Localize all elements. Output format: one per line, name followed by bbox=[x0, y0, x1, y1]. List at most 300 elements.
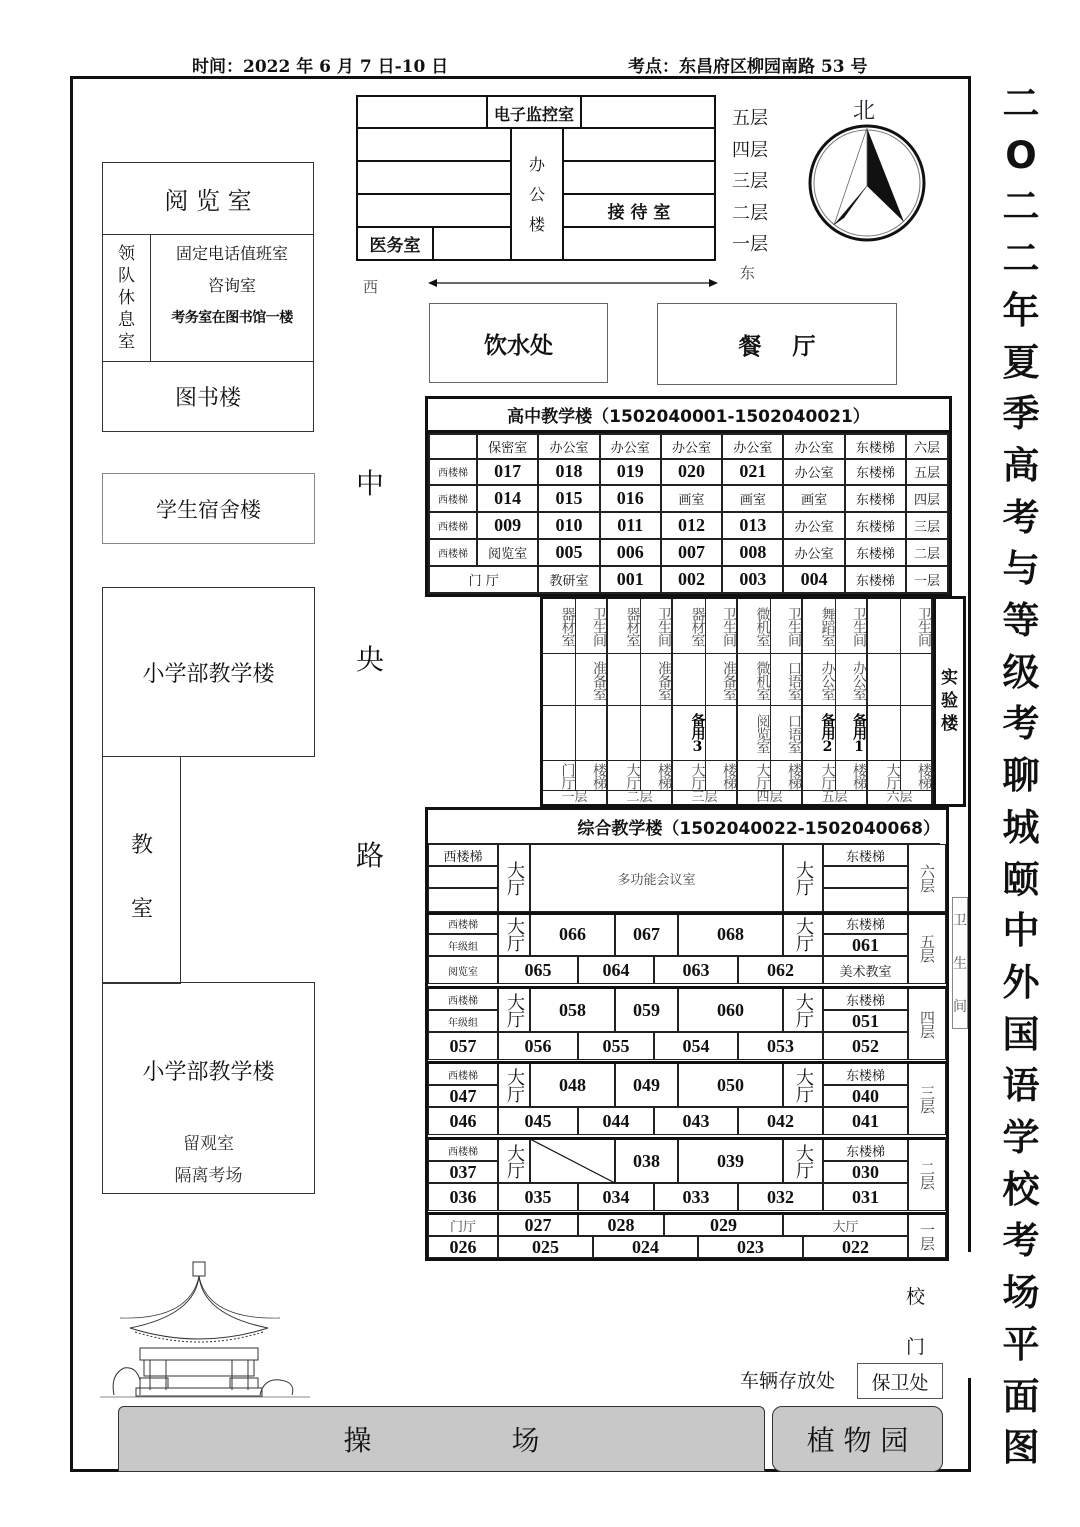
exam-room: 065 bbox=[498, 956, 578, 984]
lab-building-label bbox=[933, 599, 963, 804]
exam-room: 008 bbox=[722, 539, 783, 566]
primary-school-building-2 bbox=[102, 982, 315, 1194]
title-char: 高 bbox=[1002, 443, 1040, 487]
lobby: 门厅 bbox=[428, 1214, 498, 1236]
table-row bbox=[429, 485, 948, 512]
lab-room: 大厅 bbox=[738, 761, 771, 791]
exam-room: 007 bbox=[661, 539, 722, 566]
floor-divider bbox=[428, 1061, 946, 1064]
lab-room: 楼梯 bbox=[641, 761, 674, 791]
room-cell: 东楼梯 bbox=[845, 512, 906, 539]
east-stair: 东楼梯 bbox=[823, 912, 908, 934]
exam-room: 055 bbox=[578, 1032, 654, 1060]
exam-room: 002 bbox=[661, 566, 722, 593]
lab-room: 卫生间 bbox=[706, 599, 739, 654]
medical-room: 医务室 bbox=[358, 228, 434, 259]
exam-room: 033 bbox=[654, 1183, 738, 1211]
lab-floor-label: 一层 bbox=[543, 791, 608, 804]
frame-right-edge bbox=[968, 76, 971, 1252]
lab-room: 舞蹈室 bbox=[803, 599, 836, 654]
exam-room: 068 bbox=[678, 912, 783, 956]
floor-label: 五层 bbox=[908, 912, 946, 984]
classroom-char: 教 bbox=[130, 833, 153, 858]
observation-room: 留观室 bbox=[183, 1134, 234, 1154]
floor-label: 二层 bbox=[908, 1139, 946, 1211]
lab-room: 备用1 bbox=[836, 706, 869, 761]
title-char: 中 bbox=[1002, 909, 1040, 953]
exam-room: 048 bbox=[530, 1063, 615, 1107]
exam-room: 015 bbox=[538, 485, 599, 512]
exam-room: 059 bbox=[615, 988, 678, 1032]
room-cell: 一层 bbox=[906, 566, 948, 593]
room-cell: 门 厅 bbox=[429, 566, 538, 593]
lab-room: 大厅 bbox=[803, 761, 836, 791]
lab-room bbox=[868, 599, 901, 654]
hall: 大厅 bbox=[783, 912, 823, 956]
playground: 操 场 bbox=[118, 1406, 765, 1472]
reading-room: 阅 览 室 bbox=[103, 163, 313, 235]
leader-rest-char: 休 bbox=[118, 288, 135, 308]
diagonal-mark bbox=[530, 1139, 615, 1183]
office-label-char: 办 bbox=[528, 155, 545, 174]
exam-room: 006 bbox=[600, 539, 661, 566]
duty-room: 固定电话值班室 bbox=[175, 244, 288, 263]
title-char: 考 bbox=[1002, 1219, 1040, 1263]
room-cell: 东楼梯 bbox=[845, 485, 906, 512]
floor-label: 一层 bbox=[908, 1214, 946, 1258]
lab-label-char: 楼 bbox=[941, 714, 958, 734]
lab-room: 楼梯 bbox=[771, 761, 804, 791]
exam-room: 028 bbox=[578, 1214, 664, 1236]
lab-room: 器材室 bbox=[608, 599, 641, 654]
lab-room: 阅览室 bbox=[738, 706, 771, 761]
leader-rest-char: 室 bbox=[118, 332, 135, 352]
exam-location: 考点：东昌府区柳园南路 53 号 bbox=[628, 57, 868, 77]
leader-rest-char: 息 bbox=[118, 310, 135, 330]
office-floor-labels bbox=[732, 103, 768, 261]
exam-room: 047 bbox=[428, 1085, 498, 1107]
exam-room: 056 bbox=[498, 1032, 578, 1060]
title-char: 考 bbox=[1002, 495, 1040, 539]
exam-room: 066 bbox=[530, 912, 615, 956]
room-cell: 西楼梯 bbox=[429, 485, 477, 512]
exam-room: 021 bbox=[722, 459, 783, 486]
canteen: 餐 厅 bbox=[657, 303, 897, 385]
room-cell: 办公室 bbox=[600, 434, 661, 459]
east-stair: 东楼梯 bbox=[823, 844, 908, 866]
reading-room: 阅览室 bbox=[428, 956, 498, 984]
east-stair: 东楼梯 bbox=[823, 988, 908, 1010]
title-char: 图 bbox=[1002, 1426, 1040, 1470]
lab-room: 办公室 bbox=[803, 654, 836, 706]
parking-area: 车辆存放处 bbox=[740, 1370, 836, 1392]
hall: 大厅 bbox=[783, 1139, 823, 1183]
exam-room: 010 bbox=[538, 512, 599, 539]
exam-room: 063 bbox=[654, 956, 738, 984]
exam-room: 050 bbox=[678, 1063, 783, 1107]
page-title bbox=[995, 78, 1047, 1474]
floor-divider bbox=[428, 912, 946, 915]
hall: 大厅 bbox=[498, 1139, 530, 1183]
title-char: 校 bbox=[1002, 1167, 1040, 1211]
exam-room: 043 bbox=[654, 1107, 738, 1135]
consult-room: 咨询室 bbox=[207, 276, 256, 295]
title-char: 考 bbox=[1002, 702, 1040, 746]
room-cell bbox=[823, 888, 908, 912]
hall: 大厅 bbox=[783, 844, 823, 912]
lab-room: 准备室 bbox=[706, 654, 739, 706]
title-char: 平 bbox=[1002, 1322, 1040, 1366]
lab-room: 楼梯 bbox=[836, 761, 869, 791]
exam-room: 054 bbox=[654, 1032, 738, 1060]
toilet-annex bbox=[952, 897, 968, 1029]
exam-room: 016 bbox=[600, 485, 661, 512]
primary-building-label: 小学部教学楼 bbox=[142, 1060, 275, 1085]
hall: 大厅 bbox=[498, 1063, 530, 1107]
lab-room bbox=[868, 706, 901, 761]
table-row bbox=[429, 539, 948, 566]
primary-school-building: 小学部教学楼 bbox=[102, 587, 315, 757]
room-cell: 三层 bbox=[906, 512, 948, 539]
exam-room: 005 bbox=[538, 539, 599, 566]
classroom-building bbox=[102, 756, 181, 984]
room-cell bbox=[429, 434, 477, 459]
comprehensive-title: 综合教学楼（1502040022-1502040068） bbox=[428, 810, 940, 844]
lab-label-char: 实 bbox=[941, 668, 958, 688]
lab-room bbox=[608, 654, 641, 706]
exam-room: 024 bbox=[593, 1236, 698, 1258]
office-building-label bbox=[510, 129, 564, 261]
hall: 大厅 bbox=[783, 1063, 823, 1107]
exam-room: 045 bbox=[498, 1107, 578, 1135]
lab-room bbox=[901, 706, 934, 761]
isolation-exam-room: 隔离考场 bbox=[174, 1166, 243, 1186]
exam-room: 049 bbox=[615, 1063, 678, 1107]
hall: 大厅 bbox=[783, 1214, 908, 1236]
exam-room: 027 bbox=[498, 1214, 578, 1236]
lab-room: 卫生间 bbox=[836, 599, 869, 654]
lab-room bbox=[608, 706, 641, 761]
classroom-char: 室 bbox=[130, 897, 153, 922]
floor-label: 四层 bbox=[908, 988, 946, 1060]
exam-room: 051 bbox=[823, 1010, 908, 1032]
lab-room: 微机室 bbox=[738, 654, 771, 706]
exam-room: 020 bbox=[661, 459, 722, 486]
hall: 大厅 bbox=[783, 988, 823, 1032]
floor-label: 六层 bbox=[908, 844, 946, 912]
lab-room: 备用3 bbox=[673, 706, 706, 761]
exam-room: 031 bbox=[823, 1183, 908, 1211]
exam-room: 046 bbox=[428, 1107, 498, 1135]
title-char: 季 bbox=[1002, 392, 1040, 436]
exam-room: 029 bbox=[664, 1214, 783, 1236]
title-char: 与 bbox=[1002, 547, 1040, 591]
title-char: 国 bbox=[1002, 1012, 1040, 1056]
exam-room: 018 bbox=[538, 459, 599, 486]
exam-room: 022 bbox=[803, 1236, 908, 1258]
exam-room: 017 bbox=[477, 459, 538, 486]
lab-room: 楼梯 bbox=[901, 761, 934, 791]
lab-room: 门厅 bbox=[543, 761, 576, 791]
office-floor-label: 五层 bbox=[732, 108, 768, 129]
east-stair: 东楼梯 bbox=[823, 1063, 908, 1085]
office-building bbox=[356, 95, 716, 261]
title-char: 夏 bbox=[1002, 340, 1040, 384]
office-floor-label: 四层 bbox=[732, 139, 768, 161]
floor-label: 三层 bbox=[908, 1063, 946, 1135]
leader-rest-room bbox=[103, 235, 151, 361]
reception-room: 接 待 室 bbox=[607, 203, 671, 223]
table-row bbox=[429, 512, 948, 539]
hall: 大厅 bbox=[498, 912, 530, 956]
pavilion-illustration bbox=[100, 1260, 315, 1400]
lab-room: 准备室 bbox=[641, 654, 674, 706]
east-stair: 东楼梯 bbox=[823, 1139, 908, 1161]
exam-room: 003 bbox=[722, 566, 783, 593]
room-cell: 东楼梯 bbox=[845, 539, 906, 566]
exam-room: 013 bbox=[722, 512, 783, 539]
west-stair: 西楼梯 bbox=[428, 1063, 498, 1085]
lab-room bbox=[868, 654, 901, 706]
leader-rest-char: 领 bbox=[118, 244, 135, 264]
room-cell: 四层 bbox=[906, 485, 948, 512]
exam-room: 014 bbox=[477, 485, 538, 512]
exam-room: 057 bbox=[428, 1032, 498, 1060]
gate-char-1: 校 bbox=[906, 1286, 926, 1308]
lab-room: 备用2 bbox=[803, 706, 836, 761]
floor-divider bbox=[428, 1212, 946, 1215]
exam-room: 058 bbox=[530, 988, 615, 1032]
north-label: 北 bbox=[853, 99, 876, 124]
title-char: 颐 bbox=[1002, 857, 1040, 901]
room-cell: 画室 bbox=[783, 485, 844, 512]
hall: 大厅 bbox=[498, 844, 530, 912]
lab-room bbox=[641, 706, 674, 761]
grade-group: 年级组 bbox=[428, 1010, 498, 1032]
lab-room bbox=[901, 654, 934, 706]
library-label: 图书楼 bbox=[103, 361, 313, 431]
lab-room: 卫生间 bbox=[576, 599, 609, 654]
frame-right-edge-bottom bbox=[968, 1378, 971, 1472]
exam-room: 004 bbox=[783, 566, 844, 593]
lab-room: 楼梯 bbox=[576, 761, 609, 791]
title-char: 场 bbox=[1002, 1271, 1040, 1315]
lab-room: 卫生间 bbox=[641, 599, 674, 654]
exam-room: 026 bbox=[428, 1236, 498, 1258]
lab-room: 大厅 bbox=[673, 761, 706, 791]
exam-room: 019 bbox=[600, 459, 661, 486]
monitor-room: 电子监控室 bbox=[486, 97, 582, 129]
room-cell bbox=[823, 866, 908, 888]
title-char: 二 bbox=[1002, 185, 1040, 229]
exam-room: 034 bbox=[578, 1183, 654, 1211]
conference-room: 多功能会议室 bbox=[530, 844, 783, 912]
comprehensive-building bbox=[425, 807, 949, 1261]
security-office: 保卫处 bbox=[857, 1363, 943, 1399]
exam-room: 061 bbox=[823, 934, 908, 956]
gate-char-2: 门 bbox=[906, 1336, 926, 1358]
room-cell: 教研室 bbox=[538, 566, 599, 593]
lab-room: 卫生间 bbox=[901, 599, 934, 654]
title-char: 语 bbox=[1002, 1064, 1040, 1108]
office-floor-label: 一层 bbox=[732, 234, 768, 255]
toilet-char: 卫 bbox=[953, 912, 967, 929]
room-cell: 办公室 bbox=[538, 434, 599, 459]
leader-rest-char: 队 bbox=[118, 266, 135, 286]
floor-divider bbox=[428, 986, 946, 989]
room-cell: 办公室 bbox=[783, 434, 844, 459]
room-cell: 西楼梯 bbox=[429, 512, 477, 539]
table-row bbox=[429, 434, 948, 459]
road-char-2: 央 bbox=[356, 643, 385, 676]
room-cell: 东楼梯 bbox=[845, 434, 906, 459]
lab-room: 大厅 bbox=[868, 761, 901, 791]
lab-room: 器材室 bbox=[673, 599, 706, 654]
title-char: 面 bbox=[1002, 1374, 1040, 1418]
west-label: 西 bbox=[363, 278, 379, 296]
room-cell: 画室 bbox=[722, 485, 783, 512]
lab-room bbox=[673, 654, 706, 706]
lab-room: 器材室 bbox=[543, 599, 576, 654]
exam-room: 053 bbox=[738, 1032, 823, 1060]
title-char: 聊 bbox=[1002, 754, 1040, 798]
dormitory-building: 学生宿舍楼 bbox=[102, 473, 315, 544]
title-char: 二 bbox=[1002, 237, 1040, 281]
lab-room: 口语室 bbox=[771, 706, 804, 761]
exam-room: 064 bbox=[578, 956, 654, 984]
office-label-char: 公 bbox=[528, 185, 545, 204]
room-cell bbox=[428, 888, 498, 912]
high-school-title: 高中教学楼（1502040001-1502040021） bbox=[428, 399, 949, 433]
room-cell: 西楼梯 bbox=[429, 459, 477, 486]
lab-room: 微机室 bbox=[738, 599, 771, 654]
art-room: 美术教室 bbox=[823, 956, 908, 984]
west-stair: 西楼梯 bbox=[428, 988, 498, 1010]
exam-room: 035 bbox=[498, 1183, 578, 1211]
title-char: 级 bbox=[1002, 650, 1040, 694]
lab-room bbox=[543, 654, 576, 706]
room-cell: 二层 bbox=[906, 539, 948, 566]
lab-floor-label: 三层 bbox=[673, 791, 738, 804]
room-cell: 阅览室 bbox=[477, 539, 538, 566]
exam-room: 032 bbox=[738, 1183, 823, 1211]
exam-room: 052 bbox=[823, 1032, 908, 1060]
title-char: 外 bbox=[1002, 960, 1040, 1004]
exam-room: 039 bbox=[678, 1139, 783, 1183]
road-char-3: 路 bbox=[356, 839, 385, 872]
office-floor-label: 三层 bbox=[732, 171, 768, 192]
exam-room: 025 bbox=[498, 1236, 593, 1258]
room-cell: 办公室 bbox=[783, 459, 844, 486]
exam-room: 062 bbox=[738, 956, 823, 984]
exam-room: 012 bbox=[661, 512, 722, 539]
exam-room: 009 bbox=[477, 512, 538, 539]
lab-floor-label: 二层 bbox=[608, 791, 673, 804]
lab-room bbox=[576, 706, 609, 761]
title-char: 城 bbox=[1002, 805, 1040, 849]
exam-room: 042 bbox=[738, 1107, 823, 1135]
exam-room: 030 bbox=[823, 1161, 908, 1183]
lab-building bbox=[540, 596, 966, 807]
exam-room: 044 bbox=[578, 1107, 654, 1135]
exam-room: 023 bbox=[698, 1236, 803, 1258]
toilet-char: 间 bbox=[953, 999, 967, 1016]
title-char: O bbox=[1005, 133, 1037, 177]
exam-room: 038 bbox=[615, 1139, 678, 1183]
lab-room: 卫生间 bbox=[771, 599, 804, 654]
floor-divider bbox=[428, 1137, 946, 1140]
lab-floor-label: 六层 bbox=[868, 791, 933, 804]
high-school-building bbox=[425, 396, 952, 597]
room-cell: 办公室 bbox=[783, 539, 844, 566]
table-row bbox=[429, 459, 948, 486]
west-stair: 西楼梯 bbox=[428, 1139, 498, 1161]
room-cell: 六层 bbox=[906, 434, 948, 459]
exam-room: 011 bbox=[600, 512, 661, 539]
lab-room: 楼梯 bbox=[706, 761, 739, 791]
lab-room bbox=[543, 706, 576, 761]
room-cell: 画室 bbox=[661, 485, 722, 512]
lab-floor-label: 五层 bbox=[803, 791, 868, 804]
title-char: 等 bbox=[1002, 599, 1040, 643]
office-label-char: 楼 bbox=[528, 215, 545, 234]
exam-time: 时间：2022 年 6 月 7 日-10 日 bbox=[192, 57, 449, 77]
grade-group: 年级组 bbox=[428, 934, 498, 956]
compass-icon bbox=[806, 122, 928, 244]
room-cell: 保密室 bbox=[477, 434, 538, 459]
lab-room: 口语室 bbox=[771, 654, 804, 706]
title-char: 学 bbox=[1002, 1116, 1040, 1160]
botanical-garden: 植 物 园 bbox=[772, 1406, 943, 1472]
room-cell: 东楼梯 bbox=[845, 566, 906, 593]
exam-room: 040 bbox=[823, 1085, 908, 1107]
exam-room: 001 bbox=[600, 566, 661, 593]
office-floor-label: 二层 bbox=[732, 202, 768, 224]
room-cell: 办公室 bbox=[661, 434, 722, 459]
exam-office-note: 考务室在图书馆一楼 bbox=[171, 310, 293, 326]
hall: 大厅 bbox=[498, 988, 530, 1032]
lab-label-char: 验 bbox=[941, 691, 958, 711]
lab-floor-label: 四层 bbox=[738, 791, 803, 804]
road-char-1: 中 bbox=[356, 467, 385, 500]
room-cell bbox=[428, 866, 498, 888]
room-cell: 东楼梯 bbox=[845, 459, 906, 486]
lab-room: 办公室 bbox=[836, 654, 869, 706]
title-char: 年 bbox=[1002, 288, 1040, 332]
room-cell: 办公室 bbox=[783, 512, 844, 539]
lab-room: 大厅 bbox=[608, 761, 641, 791]
room-cell: 办公室 bbox=[722, 434, 783, 459]
table-row bbox=[429, 566, 948, 593]
exam-room: 060 bbox=[678, 988, 783, 1032]
lab-room bbox=[706, 706, 739, 761]
west-east-arrow bbox=[428, 276, 718, 290]
west-stair: 西楼梯 bbox=[428, 844, 498, 866]
exam-room: 041 bbox=[823, 1107, 908, 1135]
library-building bbox=[102, 162, 314, 432]
toilet-char: 生 bbox=[953, 955, 967, 972]
title-char: 二 bbox=[1002, 82, 1040, 125]
exam-room: 036 bbox=[428, 1183, 498, 1211]
exam-room: 067 bbox=[615, 912, 678, 956]
lab-room: 准备室 bbox=[576, 654, 609, 706]
west-stair: 西楼梯 bbox=[428, 912, 498, 934]
classroom-label bbox=[103, 814, 181, 942]
room-cell: 五层 bbox=[906, 459, 948, 486]
water-station: 饮水处 bbox=[429, 303, 608, 383]
high-school-rooms-table bbox=[428, 433, 949, 594]
exam-room: 037 bbox=[428, 1161, 498, 1183]
